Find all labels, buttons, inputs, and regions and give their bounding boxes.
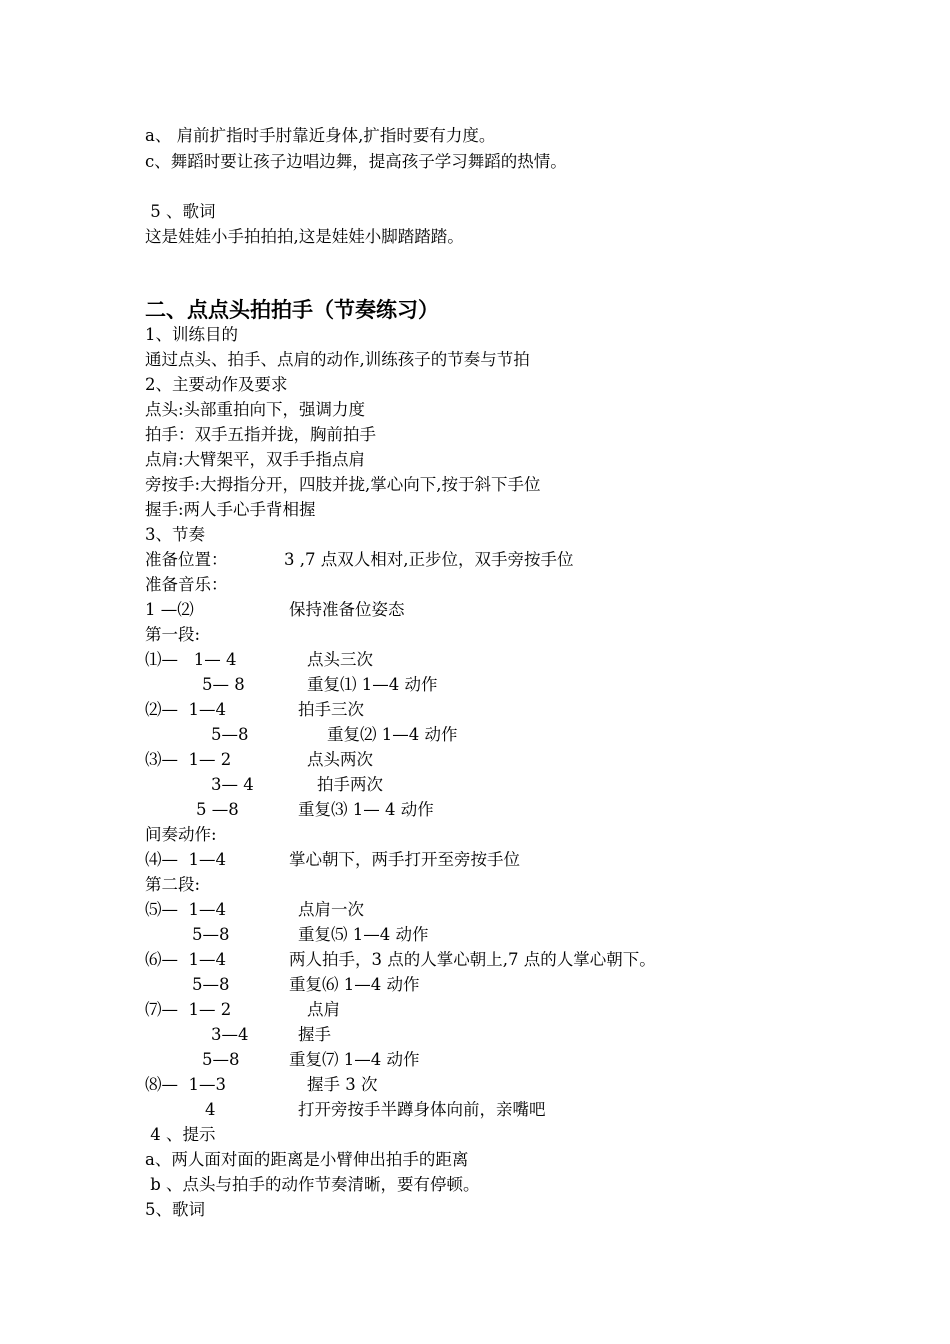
move-item: 点头:头部重拍向下，强调力度 [145, 400, 366, 419]
beat-action: 点头三次 [307, 650, 373, 669]
lyrics-text-1: 这是娃娃小手拍拍拍,这是娃娃小脚踏踏踏。 [145, 227, 464, 246]
prep-position-label: 准备位置： [145, 550, 228, 569]
beat-count: 5—8 [192, 975, 230, 994]
prep-music-text: 保持准备位姿态 [289, 600, 405, 619]
beat-action: 重复⑺ 1—4 动作 [289, 1050, 420, 1069]
tip-b-text-2: b 、点头与拍手的动作节奏清晰，要有停顿。 [145, 1175, 480, 1194]
beat-action: 重复⑹ 1—4 动作 [289, 975, 420, 994]
tip-c-text: c、舞蹈时要让孩子边唱边舞，提高孩子学习舞蹈的热情。 [145, 152, 567, 171]
lyrics-heading-2: 5、歌词 [145, 1200, 205, 1219]
part1-label: 第一段: [145, 625, 201, 644]
beat-count: ⑺— 1— 2 [145, 1000, 232, 1019]
tip-a-text-2: a、两人面对面的距离是小臂伸出拍手的距离 [145, 1150, 469, 1169]
beat-count: ⑵— 1—4 [145, 700, 226, 719]
part2-label: 第二段: [145, 875, 201, 894]
prep-music-beats: 1 —⑵ [145, 600, 194, 619]
beat-count: 5—8 [211, 725, 249, 744]
move-item: 握手:两人手心手背相握 [145, 500, 316, 519]
beat-action: 打开旁按手半蹲身体向前，亲嘴吧 [298, 1100, 546, 1119]
tips-heading: 4 、提示 [145, 1125, 216, 1144]
beat-action: 重复⑸ 1—4 动作 [298, 925, 429, 944]
moves-heading: 2、主要动作及要求 [145, 375, 288, 394]
beat-count: 5— 8 [202, 675, 245, 694]
tip-a-text: a、 肩前扩指时手肘靠近身体,扩指时要有力度。 [145, 126, 496, 145]
beat-count: ⑷— 1—4 [145, 850, 226, 869]
beat-action: 握手 [298, 1025, 331, 1044]
beat-count: 3—4 [211, 1025, 249, 1044]
beat-action: 点头两次 [307, 750, 373, 769]
beat-action: 掌心朝下，两手打开至旁按手位 [289, 850, 520, 869]
beat-action: 拍手两次 [317, 775, 383, 794]
beat-action: 点肩 [307, 1000, 340, 1019]
beat-action: 握手 3 次 [307, 1075, 378, 1094]
beat-count: ⑶— 1— 2 [145, 750, 232, 769]
beat-count: 5—8 [192, 925, 230, 944]
purpose-heading: 1、训练目的 [145, 325, 238, 344]
purpose-text: 通过点头、拍手、点肩的动作,训练孩子的节奏与节拍 [145, 350, 530, 369]
prep-position-text: 3 ,7 点双人相对,正步位，双手旁按手位 [284, 550, 574, 569]
prep-music-label: 准备音乐： [145, 575, 228, 594]
beat-count: ⑹— 1—4 [145, 950, 226, 969]
lyrics-heading-1: 5 、歌词 [145, 202, 216, 221]
beat-count: 4 [205, 1100, 216, 1119]
beat-action: 拍手三次 [298, 700, 364, 719]
beat-count: ⑸— 1—4 [145, 900, 226, 919]
section-title: 二、点点头拍拍手（节奏练习） [145, 297, 439, 322]
beat-count: 5—8 [202, 1050, 240, 1069]
beat-count: ⑻— 1—3 [145, 1075, 226, 1094]
move-item: 点肩:大臂架平，双手手指点肩 [145, 450, 366, 469]
move-item: 旁按手:大拇指分开，四肢并拢,掌心向下,按于斜下手位 [145, 475, 541, 494]
move-item: 拍手：双手五指并拢，胸前拍手 [145, 425, 376, 444]
beat-count: 3— 4 [211, 775, 254, 794]
interlude-label: 间奏动作: [145, 825, 217, 844]
beat-action: 重复⑶ 1— 4 动作 [298, 800, 434, 819]
beat-action: 重复⑴ 1—4 动作 [307, 675, 438, 694]
beat-count: ⑴— 1— 4 [145, 650, 237, 669]
beat-action: 点肩一次 [298, 900, 364, 919]
beat-action: 两人拍手，3 点的人掌心朝上,7 点的人掌心朝下。 [289, 950, 656, 969]
rhythm-heading: 3、节奏 [145, 525, 205, 544]
beat-count: 5 —8 [196, 800, 239, 819]
beat-action: 重复⑵ 1—4 动作 [327, 725, 458, 744]
